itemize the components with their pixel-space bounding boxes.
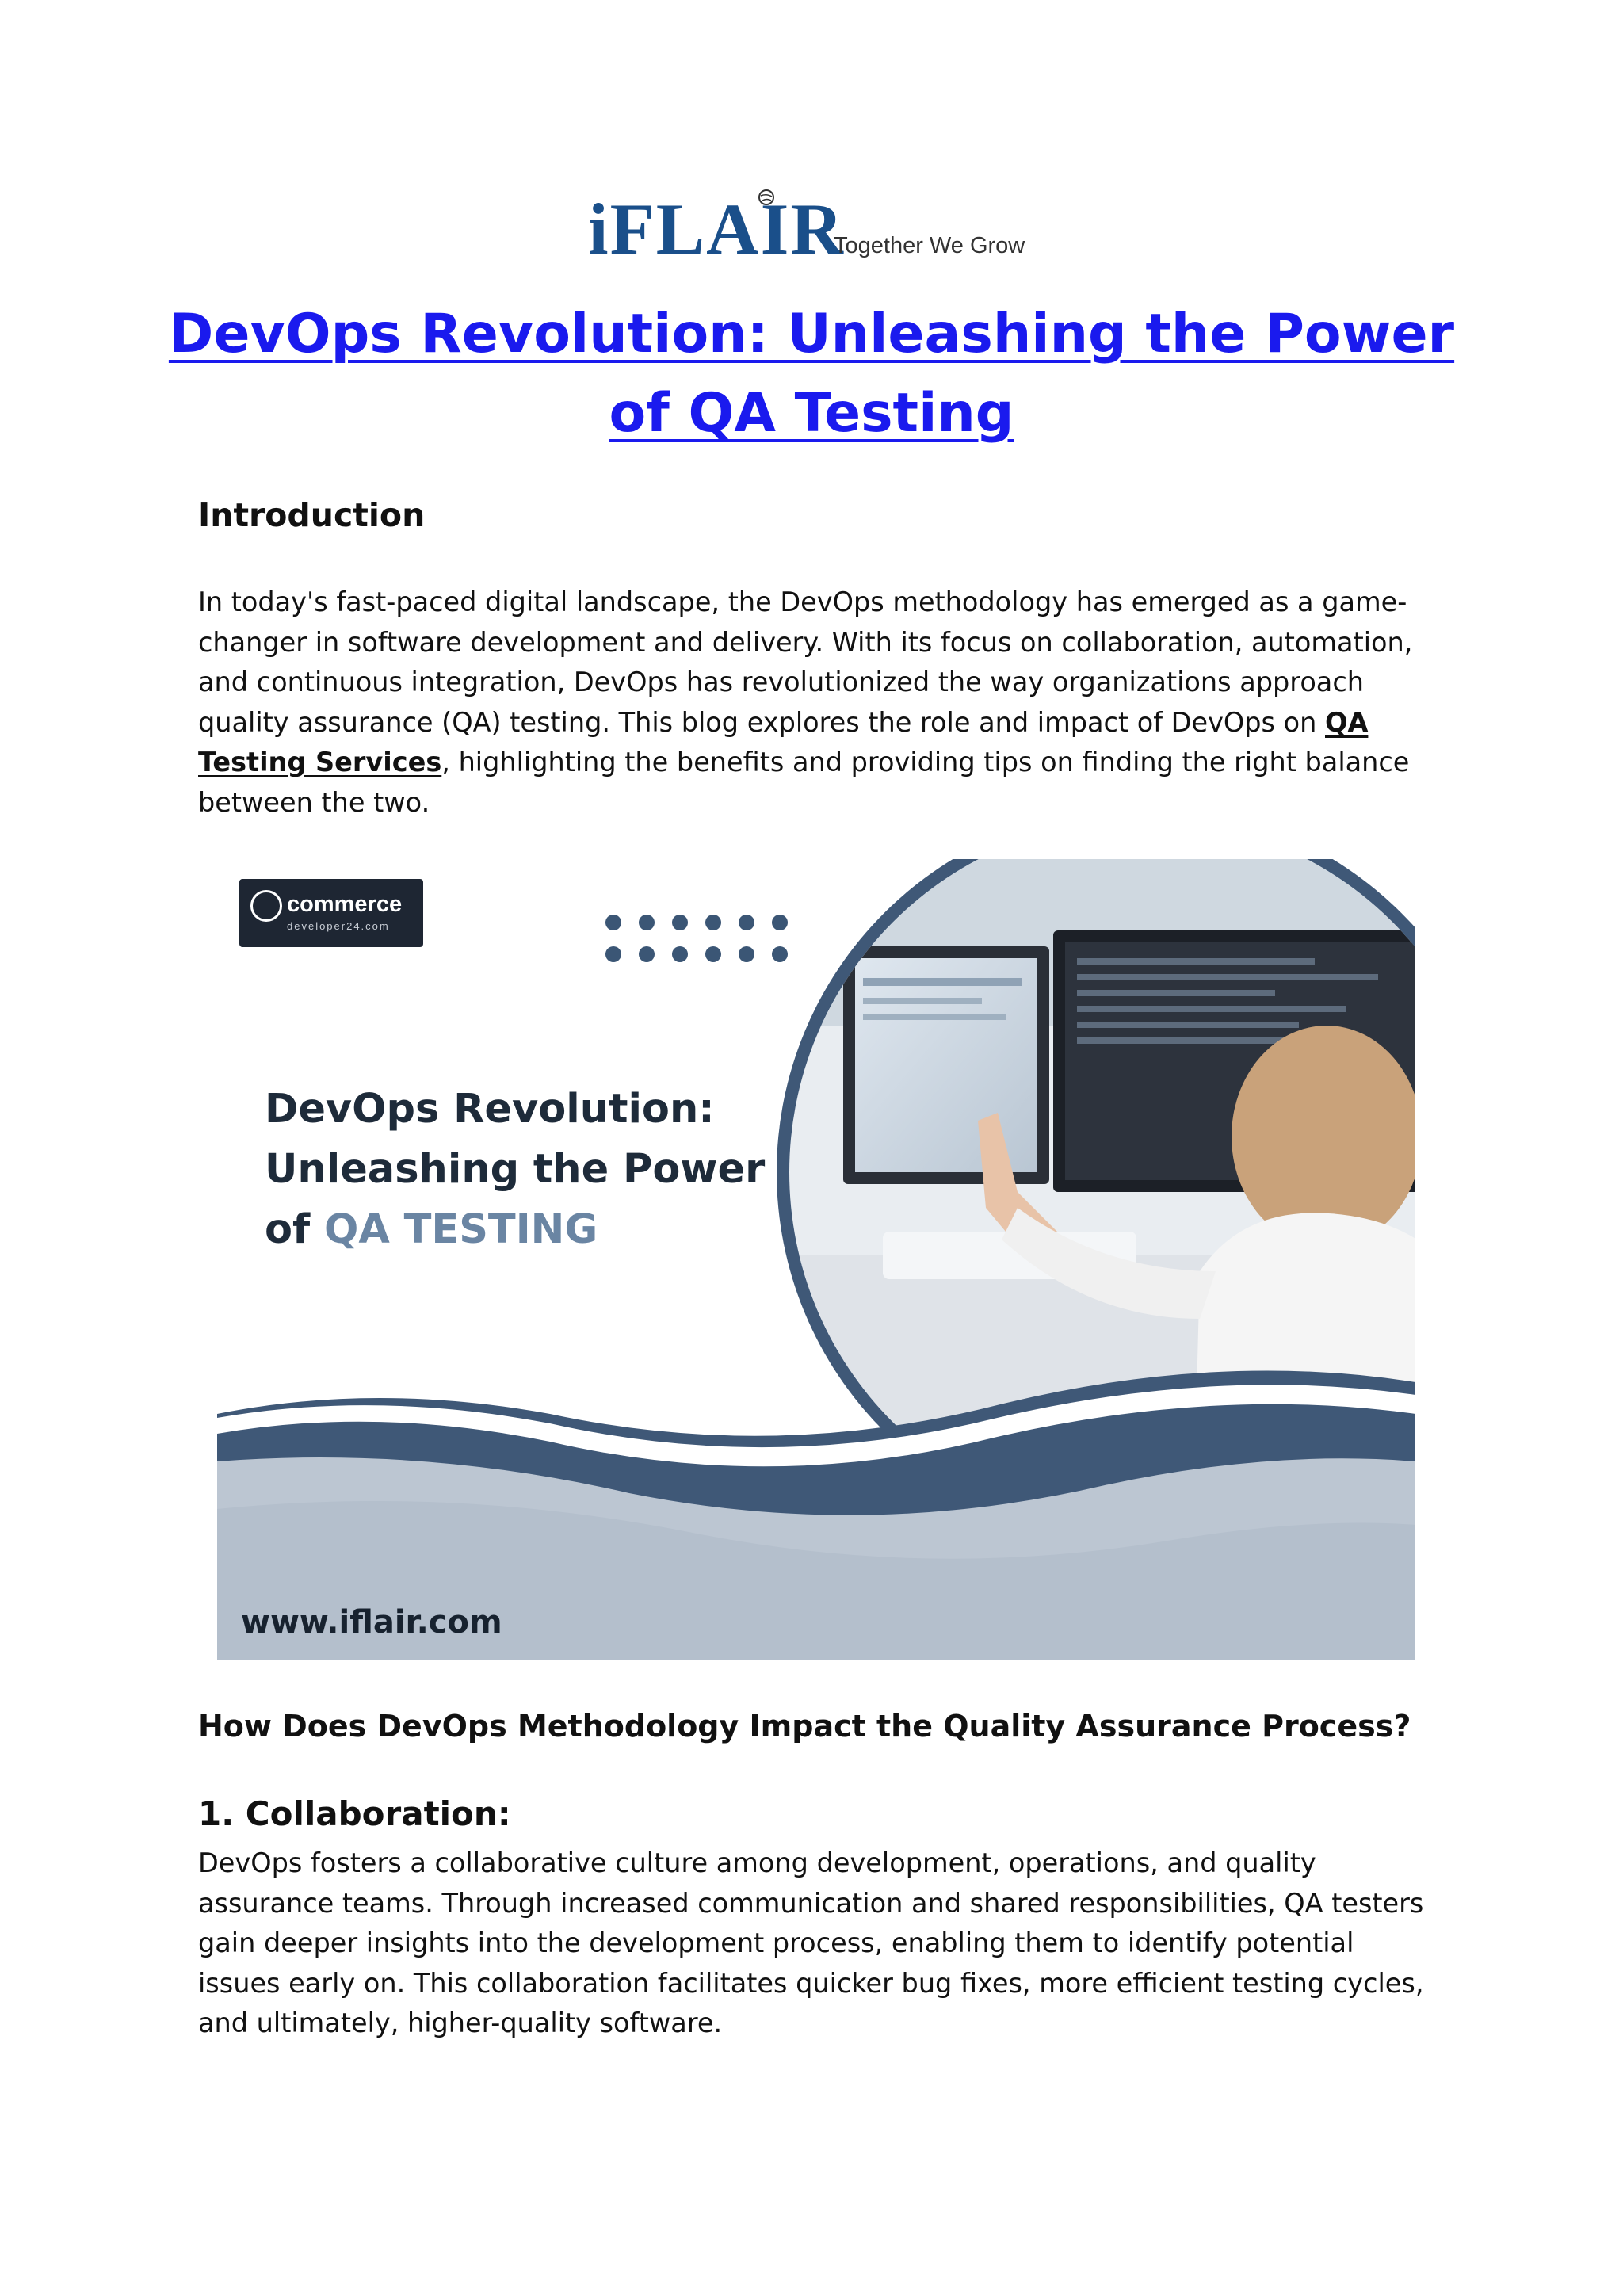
- dot: [672, 946, 688, 962]
- badge-subtitle: developer24.com: [287, 920, 390, 932]
- banner-headline-line1: DevOps Revolution:: [265, 1086, 715, 1133]
- decorative-dot-grid: [605, 915, 812, 978]
- collaboration-heading: 1. Collaboration:: [198, 1794, 511, 1833]
- banner-headline: [265, 1079, 819, 1260]
- logo-wordmark-rest: FLAIR: [609, 189, 845, 269]
- dot: [739, 915, 754, 930]
- dot: [772, 946, 788, 962]
- introduction-heading: Introduction: [198, 496, 426, 534]
- banner-website-url: www.iflair.com: [241, 1604, 502, 1641]
- intro-text-after-link: , highlighting the benefits and providing tips on finding the right balance between the two.: [198, 747, 1410, 818]
- dot: [605, 946, 621, 962]
- banner-headline-accent: QA TESTING: [323, 1206, 598, 1253]
- qa-testing-services-link[interactable]: QA Testing Services: [198, 706, 1369, 777]
- dot: [739, 946, 754, 962]
- dot: [605, 915, 621, 930]
- badge-title: commerce: [287, 892, 403, 917]
- logo-wordmark-i: i: [588, 189, 610, 269]
- lock-e-icon: [250, 890, 282, 922]
- dot: [705, 915, 721, 930]
- collaboration-paragraph: DevOps fosters a collaborative culture among development, operations, and quality assurance teams. Through increased communication and shared responsibilities, QA testers gain deeper insights into the development process, enabling them to identify potential issues early on. This collaboration facilitates quicker bug fixes, more efficient testing cycles, and ultimately, higher-quality software.: [198, 1847, 1424, 2038]
- dot: [639, 915, 655, 930]
- dot: [705, 946, 721, 962]
- iflair-logo: [588, 189, 1064, 269]
- introduction-paragraph: [198, 583, 1434, 823]
- document-title-link[interactable]: DevOps Revolution: Unleashing the Power of QA Testing: [168, 303, 1455, 445]
- intro-text-before-link: In today's fast-paced digital landscape, the DevOps methodology has emerged as a game-changer in software development and delivery. With its focus on collaboration, automation, and continuous integration, DevOps has revolutionized the way organizations approach quality assurance (QA) testing. This blog explores the role and impact of DevOps on: [198, 586, 1413, 738]
- banner-headline-prefix: of: [265, 1206, 324, 1253]
- banner-headline-line3: [265, 1200, 819, 1260]
- ecommerce-developer-badge: [239, 879, 423, 947]
- banner-headline-line2: Unleashing the Power: [265, 1146, 766, 1193]
- blog-banner-image: [217, 859, 1415, 1660]
- impact-heading: How Does DevOps Methodology Impact the Quality Assurance Process?: [198, 1709, 1411, 1744]
- logo-wordmark: [588, 189, 845, 269]
- dot: [772, 915, 788, 930]
- dot: [639, 946, 655, 962]
- logo-tagline: Together We Grow: [834, 233, 1025, 258]
- dot: [672, 915, 688, 930]
- globe-icon: [758, 189, 775, 206]
